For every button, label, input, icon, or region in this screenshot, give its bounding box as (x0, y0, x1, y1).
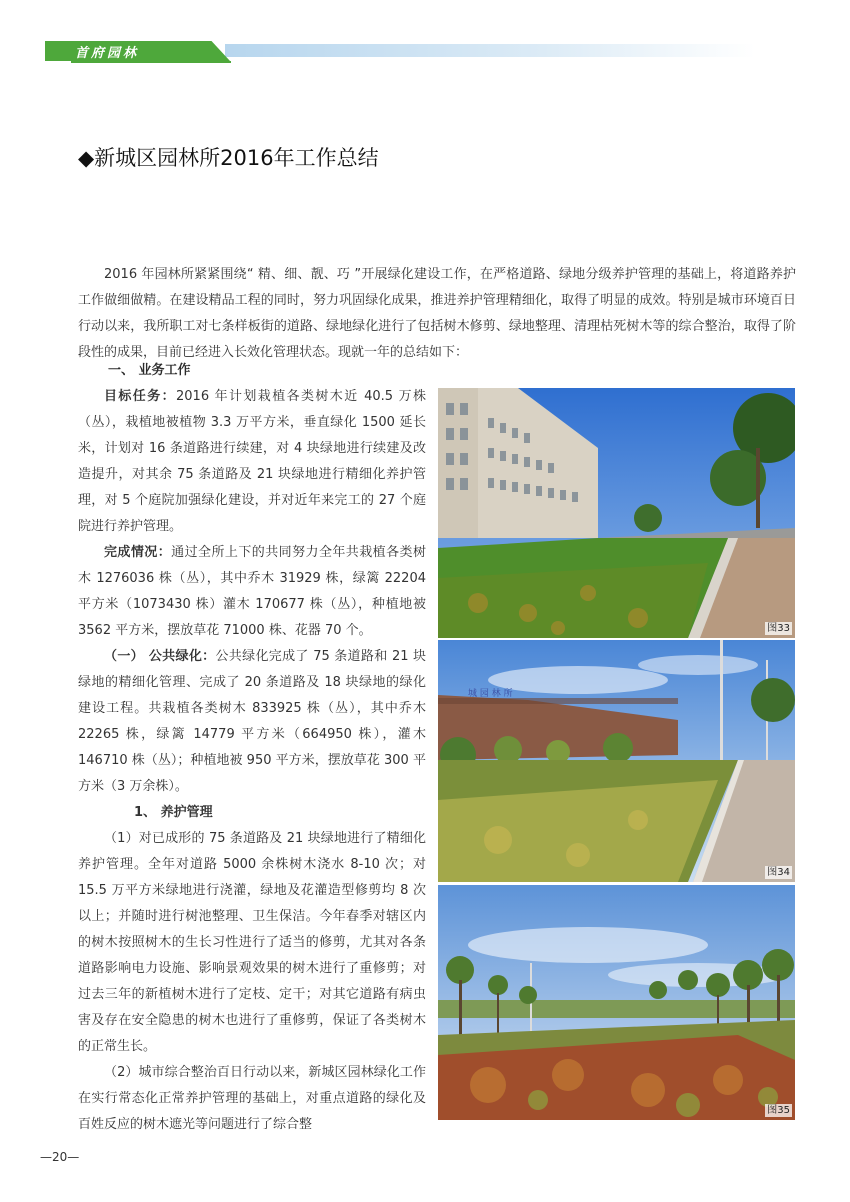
target-text: 2016 年计划栽植各类树木近 40.5 万株（丛），栽植地被植物 3.3 万平方米，垂直绿化 1500 延长米，计划对 16 条道路进行续建，对 4 块绿地进行续建及改造提升，对其余 75 条道路及 21 块绿地进行精细化养护管理，对 5 个庭院加强绿化建设，并对近年来完工的 27 个庭院进行养护管理。 (78, 389, 426, 534)
page-header (45, 41, 755, 65)
header-label: 首府园林 (75, 46, 140, 61)
photo-35-caption: 图35 (767, 1105, 790, 1116)
subsection-heading: 1、 养护管理 (134, 805, 213, 820)
photo-33-image (438, 388, 795, 638)
photo-33 (438, 388, 795, 638)
maintenance-paragraph-1: （1）对已成形的 75 条道路及 21 块绿地进行了精细化养护管理。全年对道路 5000 余株树木浇水 8-10 次；对 15.5 万平方米绿地进行浇灌，绿地及花灌造型修剪均 8 次以上；并随时进行树池整理、卫生保洁。今年春季对辖区内的树木按照树木的生长习性进行了适当的修剪，尤其对各条道路影响电力设施、影响景观效果的树木进行了重修剪；对过去三年的新植树木进行了定枝、定干；对其它道路有病虫害及存在安全隐患的树木也进行了重修剪，保证了各类树木的正常生长。 (78, 831, 426, 1054)
photo-34-image (438, 640, 795, 882)
public-label: （一） 公共绿化： (104, 649, 216, 664)
page-title: ◆新城区园林所2016年工作总结 (78, 146, 379, 170)
public-paragraph (78, 644, 426, 800)
page-number: —20— (40, 1150, 80, 1164)
header-band (225, 44, 755, 57)
intro-text: 2016 年园林所紧紧围绕“ 精、细、靓、巧 ”开展绿化建设工作，在严格道路、绿地分级养护管理的基础上，将道路养护工作做细做精。在建设精品工程的同时，努力巩固绿化成果，推进养护管理精细化，取得了明显的成效。特别是城市环境百日行动以来，我所职工对七条样板街的道路、绿地绿化进行了包括树木修剪、绿地整理、清理枯死树木等的综合整治，取得了阶段性的成果，目前已经进入长效化管理状态。现就一年的总结如下： (78, 267, 796, 360)
photo-33-caption: 图33 (767, 623, 790, 634)
done-text: 通过全所上下的共同努力全年共栽植各类树木 1276036 株（丛），其中乔木 31929 株，绿篱 22204 平方米（1073430 株）灌木 170677 株（丛），种植地被 3562 平方米，摆放草花 71000 株、花器 70 个。 (78, 545, 426, 638)
section-heading: 一、 业务工作 (108, 363, 191, 378)
done-label: 完成情况： (104, 545, 172, 560)
photo-34 (438, 640, 795, 882)
header-underline (71, 61, 231, 63)
photo-35 (438, 885, 795, 1120)
public-text: 公共绿化完成了 75 条道路和 21 块绿地的精细化管理、完成了 20 条道路及 18 块绿地的绿化建设工程。共栽植各类树木 833925 株（丛），其中乔木 22265 株，绿篱 14779 平方米（664950 株），灌木 146710 株（丛）；种植地被 950 平方米，摆放草花 300 平方米（3 万余株）。 (78, 649, 426, 794)
intro-paragraph (78, 262, 796, 366)
photo-34-sign: 城 园 林 所 (468, 689, 513, 699)
photo-35-image (438, 885, 795, 1120)
target-label: 目标任务： (104, 389, 176, 404)
maintenance-paragraph-2: （2）城市综合整治百日行动以来，新城区园林绿化工作在实行常态化正常养护管理的基础上，对重点道路的绿化及百姓反应的树木遮光等问题进行了综合整 (78, 1065, 426, 1132)
done-paragraph (78, 540, 426, 644)
left-column (78, 384, 426, 1138)
target-paragraph (78, 384, 426, 540)
photo-34-caption: 图34 (767, 867, 790, 878)
